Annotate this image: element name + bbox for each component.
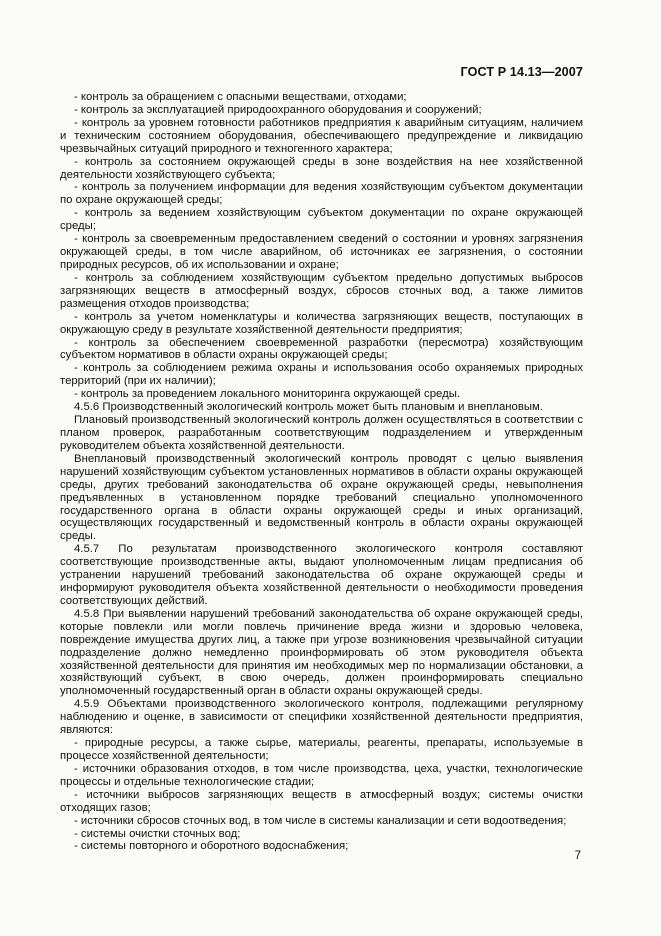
- body-text: [60, 91, 583, 853]
- paragraph: - контроль за обращением с опасными веществами, отходами;: [74, 91, 407, 103]
- paragraph: - контроль за состоянием окружающей среды в зоне воздействия на нее хозяйственной деятельности хозяйствующего субъекта;: [60, 155, 583, 181]
- paragraph: - контроль за учетом номенклатуры и количества загрязняющих веществ, поступающих в окружающую среду в результате хозяйственной деятельности предприятия;: [60, 310, 583, 336]
- page-number: 7: [574, 850, 581, 862]
- paragraph: - природные ресурсы, а также сырье, материалы, реагенты, препараты, используемые в процессе хозяйственной деятельности;: [60, 737, 583, 763]
- paragraph: - контроль за соблюдением хозяйствующим субъектом предельно допустимых выбросов загрязняющих веществ в атмосферный воздух, сбросов сточных вод, а также лимитов размещения отходов производства;: [60, 271, 583, 310]
- paragraph: - контроль за проведением локального мониторинга окружающей среды.: [74, 388, 461, 401]
- clause-4-5-8: 4.5.8 При выявлении нарушений требований законодательства об охране окружающей среды, которые повлекли или могли повлечь причинение вреда жизни и здоровью человека, повреждение имущества других лиц, а также при угрозе возникновения чрезвычайной ситуации подразделение должно немедленно проинформировать об этом руководителя объекта хозяйственной деятельности для принятия им необходимых мер по нормализации обстановки, а хозяйствующий субъект, в свою очередь, должен проинформировать специально уполномоченный государственный орган в области охраны окружающей среды.: [60, 607, 583, 698]
- document-code: ГОСТ Р 14.13—2007: [460, 65, 583, 79]
- clause-4-5-7: 4.5.7 По результатам производственного экологического контроля составляют соответствующие производственные акты, выдают уполномоченным лицам предписания об устранении нарушений требований законодательства об охране окружающей среды и информируют руководителя объекта хозяйственной деятельности о необходимости проведения соответствующих действий.: [60, 543, 583, 607]
- clause-4-5-9: 4.5.9 Объектами производственного экологического контроля, подлежащими регулярному наблюдению и оценке, в зависимости от специфики хозяйственной деятельности предприятия, являются:: [60, 698, 583, 737]
- clause-4-5-6: 4.5.6 Производственный экологический контроль может быть плановым и внеплановым.: [74, 401, 543, 414]
- paragraph: - контроль за уровнем готовности работников предприятия к аварийным ситуациям, наличием и техническим состоянием оборудования, обеспечивающего предупреждение и ликвидацию чрезвычайных ситуаций природного и техногенного характера;: [60, 116, 583, 155]
- paragraph: - источники образования отходов, в том числе производства, цеха, участки, технологические процессы и отдельные технологические стадии;: [60, 762, 583, 788]
- paragraph: Плановый производственный экологический контроль должен осуществляться в соответствии с планом проверок, разработанным соответствующим подразделением и утвержденным руководителем объекта хозяйственной деятельности.: [60, 414, 583, 452]
- paragraph: Внеплановый производственный экологический контроль проводят с целью выявления нарушений хозяйствующим субъектом установленных нормативов в области охраны окружающей среды, других требований законодательства об охране окружающей среды, невыполнения предъявленных в установленном порядке требований специально уполномоченного государственного органа в области охраны окружающей среды и иных организаций, осуществляющих государственный и ведомственный контроль в области охраны окружающей среды.: [60, 452, 583, 543]
- paragraph: - источники выбросов загрязняющих веществ в атмосферный воздух; системы очистки отходящих газов;: [60, 788, 583, 814]
- paragraph: - контроль за соблюдением режима охраны и использования особо охраняемых природных территорий (при их наличии);: [60, 362, 583, 388]
- paragraph: - системы повторного и оборотного водоснабжения;: [74, 840, 349, 853]
- paragraph: - контроль за своевременным предоставлением сведений о состоянии и уровнях загрязнения окружающей среды, в том числе аварийном, об источниках ее загрязнения, о состоянии природных ресурсов, об их использовании и охране;: [60, 233, 583, 271]
- paragraph: - системы очистки сточных вод;: [74, 827, 241, 840]
- paragraph: - контроль за получением информации для ведения хозяйствующим субъектом документации по охране окружающей среды;: [60, 181, 583, 207]
- paragraph: - источники сбросов сточных вод, в том числе в системы канализации и сети водоотведения;: [74, 814, 567, 827]
- paragraph: - контроль за обеспечением своевременной разработки (пересмотра) хозяйствующим субъектом нормативов в области охраны окружающей среды;: [60, 336, 583, 362]
- paragraph: - контроль за ведением хозяйствующим субъектом документации по охране окружающей среды;: [60, 207, 583, 233]
- paragraph: - контроль за эксплуатацией природоохранного оборудования и сооружений;: [74, 103, 482, 116]
